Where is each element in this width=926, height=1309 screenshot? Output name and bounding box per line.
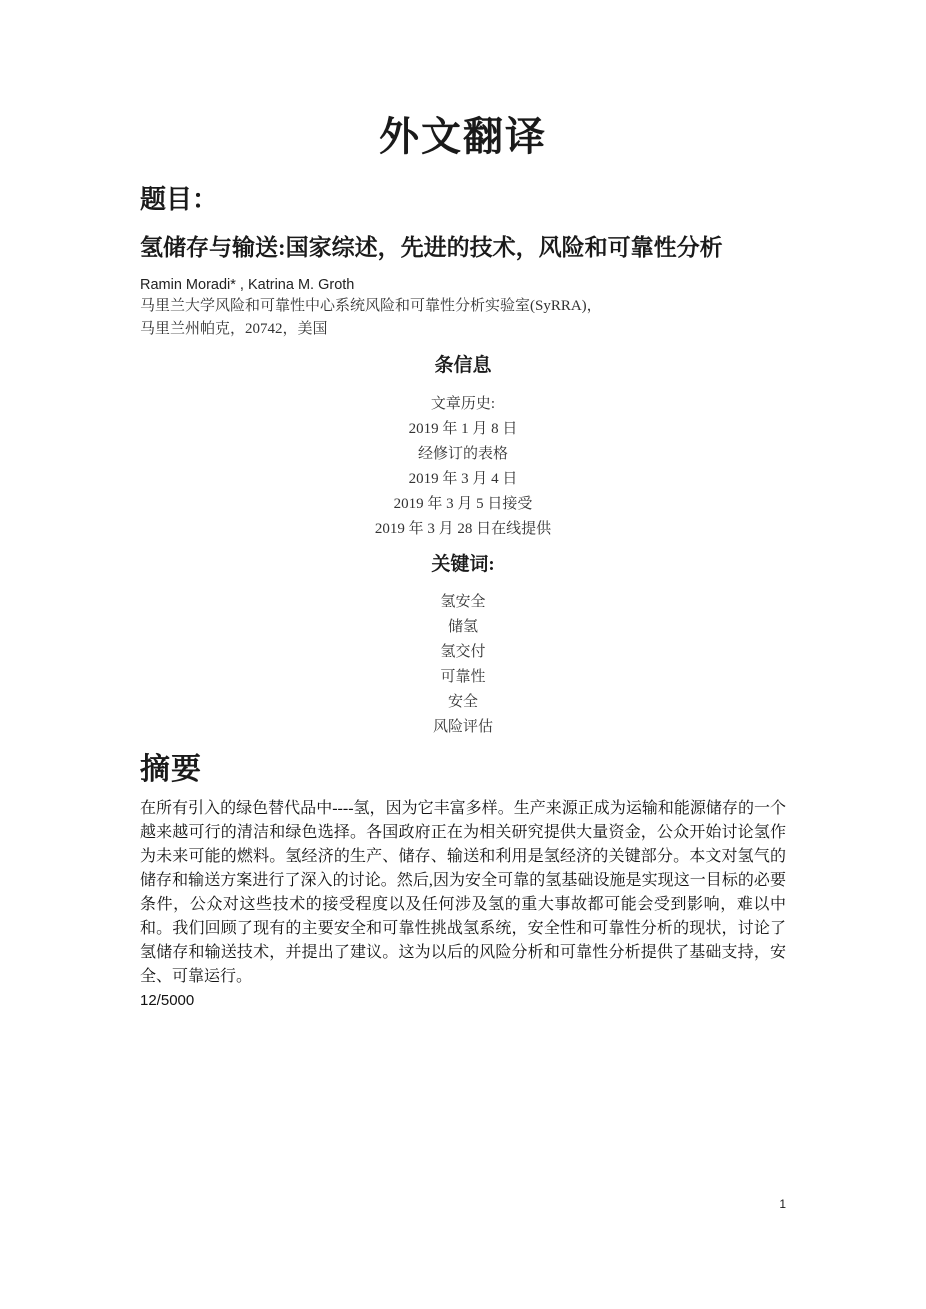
history-revised-form-label: 经修订的表格	[417, 446, 508, 462]
article-history-block	[140, 392, 786, 542]
keyword-item: 储氢	[447, 619, 478, 635]
affiliation-line-1: 马里兰大学风险和可靠性中心系统风险和可靠性分析实验室(SyRRA)，	[140, 298, 602, 314]
keywords-list	[140, 590, 786, 740]
character-count: 12/5000	[140, 992, 195, 1009]
abstract-paragraph: 在所有引入的绿色替代品中----氢，因为它丰富多样。生产来源正成为运输和能源储存的一个越来越可行的清洁和绿色选择。各国政府正在为相关研究提供大量资金，公众开始讨论氢作为未来可能的燃料。氢经济的生产、储存、输送和利用是氢经济的关键部分。本文对氢气的储存和输送方案进行了深入的讨论。然后,因为安全可靠的氢基础设施是实现这一目标的必要条件，公众对这些技术的接受程度以及任何涉及氢的重大事故都可能会受到影响，难以中和。我们回顾了现有的主要安全和可靠性挑战氢系统，安全性和可靠性分析的现状，讨论了氢储存和输送技术，并提出了建议。这为以后的风险分析和可靠性分析提供了基础支持，安全、可靠运行。	[140, 800, 786, 985]
keyword-item: 风险评估	[432, 719, 493, 735]
document-main-title: 外文翻译	[379, 114, 547, 159]
history-received-date: 2019 年 1 月 8 日	[408, 421, 518, 437]
keyword-item: 氢安全	[440, 594, 486, 610]
history-online-date: 2019 年 3 月 28 日在线提供	[374, 521, 552, 537]
keywords-heading: 关键词:	[431, 554, 495, 575]
history-revised-date: 2019 年 3 月 4 日	[408, 471, 518, 487]
title-label: 题目：	[140, 185, 219, 214]
keyword-item: 氢交付	[440, 644, 486, 660]
affiliation-block	[140, 295, 786, 341]
article-title: 氢储存与输送:国家综述，先进的技术，风险和可靠性分析	[140, 235, 723, 260]
keyword-item: 可靠性	[440, 669, 486, 685]
keyword-item: 安全	[447, 694, 478, 710]
article-history-label: 文章历史:	[430, 396, 496, 412]
authors-line: Ramin Moradi* , Katrina M. Groth	[140, 277, 355, 293]
article-info-heading: 条信息	[434, 355, 492, 376]
affiliation-line-2: 马里兰州帕克，20742，美国	[140, 321, 328, 337]
history-accepted-date: 2019 年 3 月 5 日接受	[393, 496, 533, 512]
abstract-heading: 摘要	[140, 753, 202, 786]
page-number: 1	[779, 1197, 786, 1211]
